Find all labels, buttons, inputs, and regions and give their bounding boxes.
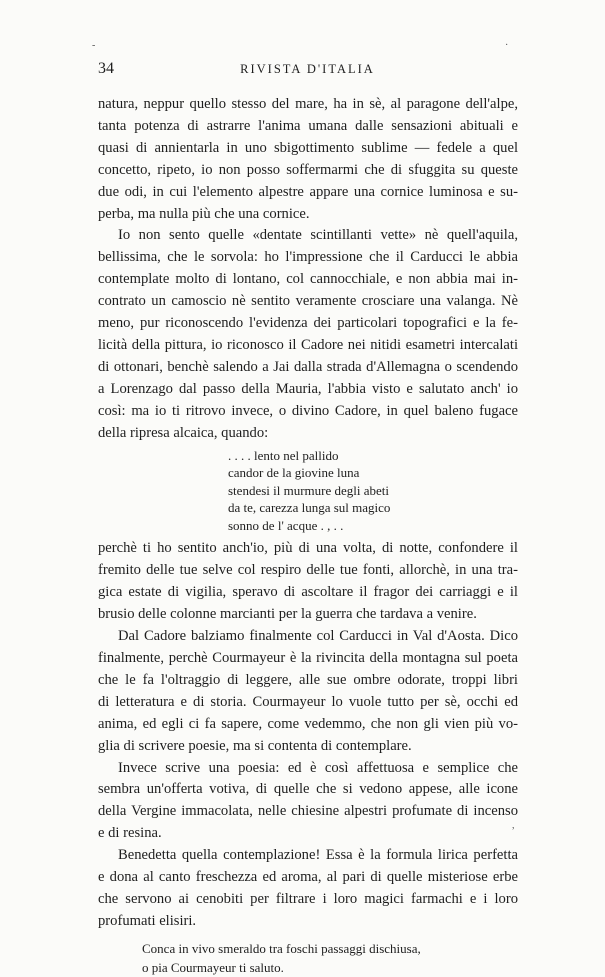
text-line: contrato un camoscio nè sentito veramente crosciare una valanga. Nè [98,293,518,310]
text-line: concetto, ripeto, io non posso soffermarmi che di sfuggita su queste [98,161,518,178]
scan-mark: · [505,40,509,51]
text-line: perchè ti ho sentito anch'io, più di una volta, di notte, confondere il [98,540,518,557]
verse-line: sonno de l' acque . , . . [228,517,344,533]
text-line: della Vergine immacolata, nelle chiesine alpestri profumate di incenso [98,803,518,820]
text-line: bellissima, che le sorvola: ho l'impressione che il Carducci le abbia [98,249,518,266]
text-line: contemplate molto di lontano, col cannocchiale, e non abbia mai in- [98,271,518,288]
page-number: 34 [98,60,114,77]
verse-line: . . . . lento nel pallido [228,447,339,463]
text-line: brusio delle colonne marcianti per la guerra che tardava a venire. [98,606,477,623]
text-line: licità della pittura, io riconosco il Cadore nei nitidi esametri intercalati [98,336,518,353]
text-line: profumati elisiri. [98,912,197,929]
text-line: di ottonari, benchè salendo a Jai dalla strada d'Allemagna o scendendo [98,358,518,375]
text-line: sembra un'offerta votiva, di quelle che si vedono appese, alle icone [98,781,518,798]
text-line: e di resina. [98,825,162,842]
text-line: Benedetta quella contemplazione! Essa è la formula lirica perfetta [118,847,518,864]
text-line: finalmente, perchè Courmayeur è la rivincita della montagna sul poeta [98,650,518,666]
text-line: gica estate di vigilia, speravo di ascoltare il fragor dei carriaggi e il [98,584,518,601]
text-line: Dal Cadore balziamo finalmente col Carducci in Val d'Aosta. Dico [118,628,518,645]
verse-line: Conca in vivo smeraldo tra foschi passaggi dischiusa, [142,940,421,956]
paragraph-4 [98,626,518,757]
text-line: quasi di annientarla in uno sbigottimento sublime — fedele a quel [98,139,518,156]
scan-mark: , [512,820,515,831]
text-line: fremito delle tue selve col respiro delle tue fonti, allorchè, in una tra- [98,562,518,579]
paragraph-1 [98,94,518,225]
running-title: RIVISTA D'ITALIA [240,62,375,76]
verse-line: da te, carezza lunga sul magico [228,500,391,516]
text-line: che le fa l'oltraggio di leggere, alle sue ombre odorate, troppi libri [98,671,518,688]
text-line: glia di scrivere poesie, ma si contenta di contemplare. [98,737,412,754]
paragraph-5 [98,758,518,846]
text-line: che servono ai cenobiti per filtrare i loro magici farmachi e i loro [98,890,518,907]
text-line: di letteratura e di storia. Courmayeur lo vuole tutto per sè, occhi ed [98,693,518,710]
text-line: così: ma io ti ritrovo invece, o divino Cadore, in quel baleno fugace [98,402,518,419]
text-line: natura, neppur quello stesso del mare, ha in sè, al paragone dell'alpe, [98,96,518,112]
paragraph-3 [98,538,518,626]
text-line: a Lorenzago dal passo della Mauria, l'abbia visto e salutato anch' io [98,380,518,397]
verse-line: o pia Courmayeur ti saluto. [142,959,284,975]
verse-line: candor de la giovine luna [228,465,360,481]
text-line: anima, ed egli ci fa sapere, come vedemmo, che non gli vien più vo- [98,715,518,732]
body-text [98,94,518,977]
text-line: della ripresa alcaica, quando: [98,424,269,441]
text-line: tanta potenza di astrarre l'anima umana dalle sensazioni abituali e [98,117,518,134]
text-line: e dona al canto freschezza ed aroma, al pari di quelle misteriose erbe [98,869,518,886]
verse-line: stendesi il murmure degli abeti [228,482,390,498]
page-header [98,60,517,80]
text-line: meno, pur riconoscendo l'evidenza dei particolari topografici e la fe- [98,315,518,332]
text-line: perba, ma nulla più che una cornice. [98,205,310,222]
scan-mark: - [92,40,96,51]
text-line: due odi, in cui l'elemento alpestre appare una cornice luminosa e su- [98,183,518,200]
text-line: Invece scrive una poesia: ed è così affettuosa e semplice che [118,759,518,776]
closing-verse [98,939,518,977]
verse-quote [98,447,518,535]
text-line: Io non sento quelle «dentate scintillanti vette» nè quell'aquila, [118,227,518,244]
paragraph-2 [98,225,518,444]
paragraph-6 [98,845,518,933]
